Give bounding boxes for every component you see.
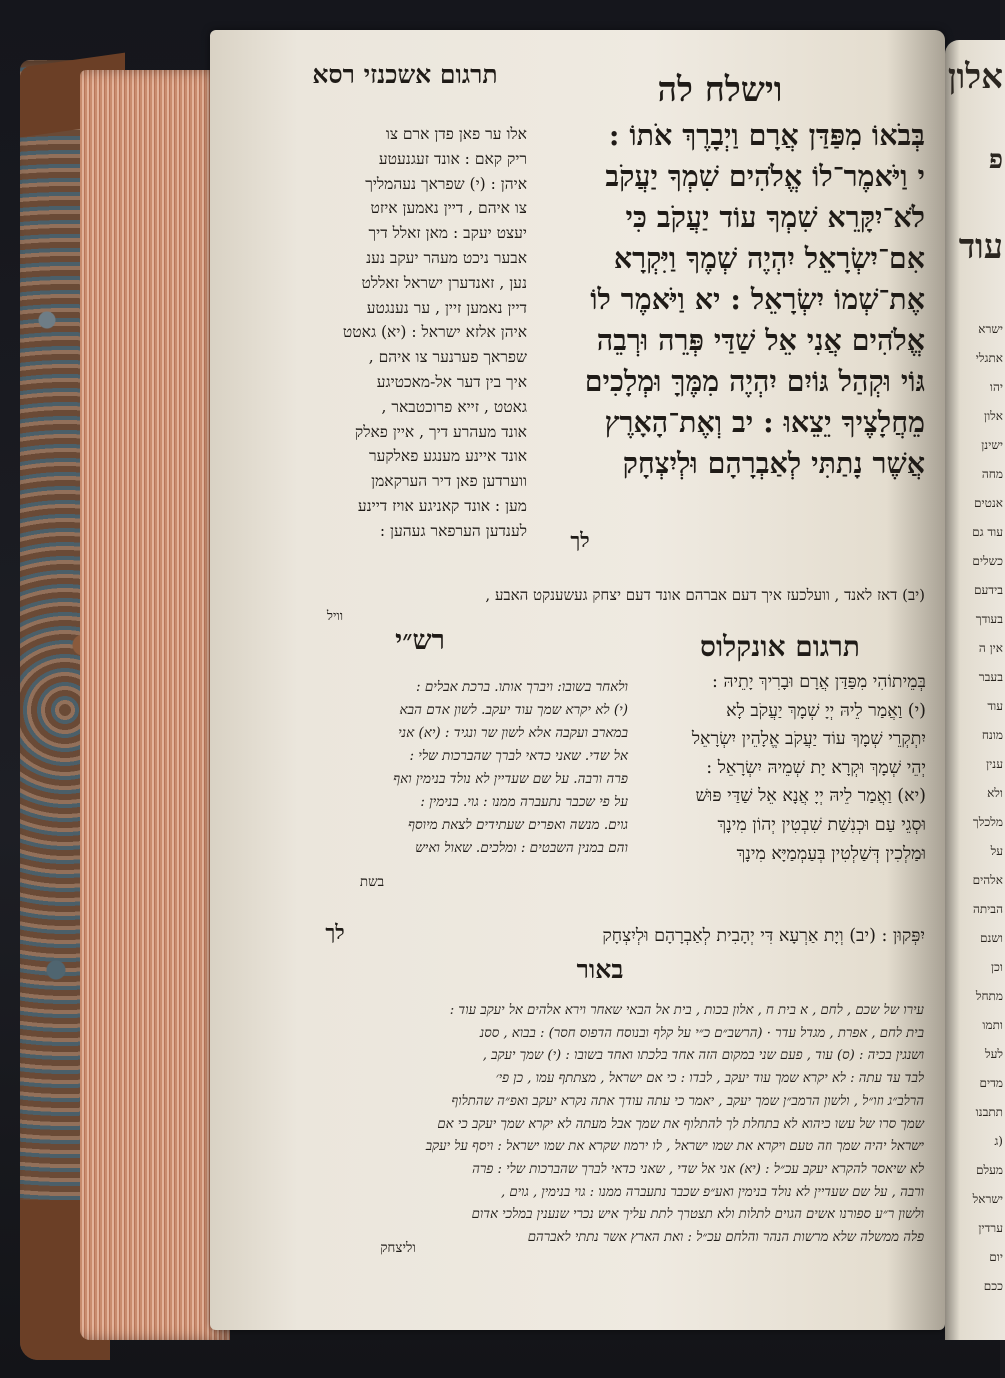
biur-catchword: וליצחק (380, 1240, 416, 1256)
neighbor-fragment: אנטים (974, 496, 1003, 510)
neighbor-fragment: מלכלך (972, 815, 1003, 829)
neighbor-fragment: מדים (979, 1076, 1003, 1090)
text-line: גאטט , זייא פרוכטבאר , (381, 397, 527, 416)
verse-line: אֶת־שְׁמוֹ יִשְׂרָאֵל : יא וַיֹּאמֶר לוֹ (590, 282, 925, 316)
onkelos-heading: תרגום אונקלוס (700, 630, 860, 663)
yiddish-translation-column (282, 122, 527, 544)
neighbor-fragment: תתבנו (975, 1105, 1003, 1119)
text-line: דיין נאמען זיין , ער נענגטע (366, 298, 527, 317)
neighbor-fragment: אלון (984, 409, 1003, 423)
text-line: והם במנין השבטים : ומלכים. שאול ואיש (415, 840, 628, 856)
onkelos-last-line: יִפְּקוּן : (יב) וְיָת אַרְעָא דִּי יְהָבִית לְאַבְרָהָם וּלְיִצְחָק (602, 926, 925, 946)
neighbor-third: עוד (958, 227, 1003, 267)
rashi-catchword: בשת (359, 874, 385, 890)
text-line: פלה ממשלה שלא מרשות הנהר והלחם עכ״ל : ואת הארץ אשר נתתי לאברהם (527, 1230, 924, 1246)
text-line: ורבה , על שם שעדיין לא נולד בנימין ואע״פ שכבר נתעברה ממנו : גוי בנימין , גוים , (500, 1184, 924, 1200)
text-line: צו איהם , דיין נאמען איזט (370, 199, 527, 218)
neighbor-top-word: אלון (947, 57, 1003, 97)
neighbor-fragment: (ג (994, 1134, 1003, 1148)
text-line: וּסְגֵי עַם וּכְנִשַׁת שִׁבְטִין יְהוֹן מִינָךְ (717, 814, 926, 835)
text-line: איהן אלזא ישראל : (יא) גאטט (342, 323, 527, 342)
text-line: נען , זאנדערן ישראל זאללט (361, 273, 527, 292)
text-line: בית לחם , אפרת , מגדל עדר · (הרשב״ם כ״י על קלף ובנוסח הדפוס חסר) : בבוא , ססנ (479, 1025, 924, 1041)
neighbor-fragment: מונח (981, 728, 1003, 742)
text-line: על פי שכבר נתעברה ממנו : גוי. בנימין : (420, 794, 628, 810)
text-line: יִתְקְרֵי שְׁמָךְ עוֹד יַעֲקֹב אֱלָהֵין יִשְׂרָאֵל (691, 729, 926, 750)
neighbor-second: פ (988, 145, 1003, 175)
text-line: לבד עד עתה : לא יקרא שמך עוד יעקב , לבדו : כי אם ישראל , מצתתף עמו , כן פי׳ (495, 1071, 924, 1087)
rashi-heading: רש״י (395, 625, 445, 656)
biur-heading: באור (576, 955, 624, 984)
neighbor-fragment: ישרא (978, 322, 1003, 336)
verse-catchword: לך (570, 528, 590, 552)
neighbor-fragment: ושנם (980, 931, 1003, 945)
neighbor-fragment: על (990, 844, 1003, 858)
text-line: אבער ניכט מעהר יעקב נענ (366, 248, 527, 267)
onkelos-column (636, 668, 926, 868)
running-header-left: תרגום אשכנזי רסא (312, 60, 498, 89)
neighbor-fragment: ככם (983, 1279, 1003, 1293)
yiddish-continuation-line: (יב) דאז לאנד , וועלכעז איך דעם אברהם אונד דעם יצחק געשענקט האבע , (485, 586, 925, 604)
text-line: אונד מעהרע דיך , איין פאלק (354, 422, 527, 441)
text-line: לא שיאסר להקרא יעקב עכ״ל : (יא) אני אל שדי , שאני כדאי לברך שהברכות שלי : פרה (472, 1161, 924, 1177)
verse-line: אִם־יִשְׂרָאֵל יִהְיֶה שְׁמֶךָ וַיִּקְרָא (613, 241, 925, 275)
hebrew-verse-column (533, 115, 925, 484)
verse-line: לֹא־יִקָּרֵא שִׁמְךָ עוֹד יַעֲקֹב כִּי (625, 200, 925, 234)
neighbor-fragment: ולא (987, 786, 1003, 800)
verse-line: גּוֹי וּקְהַל גּוֹיִם יִהְיֶה מִמֶּךָּ וּמְלָכִים (584, 364, 925, 398)
rashi-commentary (280, 676, 628, 860)
text-line: וּמַלְכִין דְּשַׁלְטִין בְּעַמְמַיָּא מִינָךְ (736, 843, 926, 864)
page-edges (80, 70, 230, 1340)
text-line: ריק קאם : אונד זעגנעטע (378, 149, 527, 168)
neighbor-fragment: כשלים (972, 554, 1003, 568)
neighbor-fragment: מעלם (975, 1163, 1003, 1177)
text-line: איך בין דער אל-מאכטיגע (376, 372, 527, 391)
verse-line: י וַיֹּאמֶר־לוֹ אֱלֹהִים שִׁמְךָ יַעֲקֹב (605, 159, 925, 193)
text-line: (י) לא יקרא שמך עוד יעקב. לשון אדם הבא (399, 702, 628, 718)
neighbor-fragment: עוד גם (972, 525, 1003, 539)
text-line: יְהֵי שְׁמָךְ וּקְרָא יָת שְׁמֵיהּ יִשְׂרָאֵל : (706, 757, 926, 778)
neighbor-fragment: מתחל (975, 989, 1003, 1003)
text-line: בְּמֵיתוֹהִי מִפַּדַּן אֲרָם וּבָרִיךְ יָתֵיהּ : (712, 672, 926, 692)
neighbor-fragment: עוד (987, 699, 1003, 713)
text-line: (יא) וַאֲמַר לֵיהּ יְיָ אֲנָא אֵל שַׁדַּי פּוּשׁ (695, 786, 926, 807)
text-line: ולאחר בשובו: ויברך אותו. ברכת אבלים : (416, 679, 628, 695)
text-line: ישראל יהיה שמך וזה טעם ויקרא את שמו ישראל , לו ירמוז שקרא את שמו ישראל : ויסף על יעקב (425, 1139, 924, 1155)
text-line: ולשון ר״ע ספורנו אשים הגוים לתלות ולא תצטרך לתת עליך איש נכרי שנענין במלכי אדום (471, 1207, 924, 1223)
running-header-right: וישלח לה (657, 70, 783, 110)
text-line: ווערדען פאן דיר הערקאמן (371, 472, 527, 491)
text-line: מען : אונד קאניגע אויז דיינע (357, 496, 527, 515)
text-line: במארב ועקבה אלא לשון שר ונגיד : (יא) אני (398, 725, 628, 741)
neighbor-fragment: ערדין (978, 1221, 1003, 1235)
neighbor-fragment: מחה (981, 467, 1003, 481)
text-line: איהן : (י) שפראך נעהמליך (365, 174, 527, 193)
neighbor-fragment: אתגלי (975, 351, 1003, 365)
neighbor-fragment: אין ה (978, 641, 1003, 655)
verse-line: אֱלֹהִים אֲנִי אֵל שַׁדַּי פְּרֵה וּרְבֵה (596, 323, 925, 357)
neighbor-fragment: לעל (984, 1047, 1003, 1061)
neighbor-fragment: ענין (986, 757, 1003, 771)
text-line: אל שדי. שאני כדאי לברך שהברכות שלי : (409, 748, 628, 764)
neighbor-fragment: הביתה (972, 902, 1003, 916)
text-line: לענדען הערפאר געהען : (379, 521, 527, 540)
text-line: ושנגין בכיה : (ס) עוד , פעם שני במקום הזה אחד בלכתו ואחד בשובו : (י) שמך יעקב , (482, 1048, 924, 1064)
neighbor-fragment: ותמו (982, 1018, 1003, 1032)
verse-line: אֲשֶׁר נָתַתִּי לְאַבְרָהָם וּלְיִצְחָק (622, 446, 925, 480)
neighbor-fragment: יהו (989, 380, 1003, 394)
text-line: שפראך פערנער צו איהם , (368, 348, 527, 367)
neighbor-fragment: אלהים (972, 873, 1003, 887)
verse-line: בְּבֹאוֹ מִפַּדַּן אֲרָם וַיְבָרֶךְ אֹתוֹ : (608, 118, 925, 152)
text-line: גוים. מנשה ואפרים שעתידים לצאת מיוסף (407, 817, 628, 833)
continuation-catchword: וויל (326, 609, 344, 624)
neighbor-fragment: בעודך (975, 612, 1003, 626)
text-line: עירו של שכם , לחם , א בית ח , אלון בכות , בית אל הבאי שאחר וירא אלהים אל יעקב עוד : (449, 1003, 924, 1018)
text-line: אלו ער פאן פדן ארם צו (385, 125, 527, 143)
neighbor-fragment: וכן (991, 960, 1003, 974)
text-line: יעצט יעקב : מאן זאלל דיך (368, 224, 527, 243)
text-line: שמך סרו של עשו כיהוא לא בתחלת לך להתלוף את שמך אבל מעתה לא יקרא שמך יעקב כי אם (437, 1116, 924, 1132)
neighbor-fragment: בידעם (974, 583, 1003, 597)
onkelos-catchword: לך (325, 920, 345, 944)
biur-commentary (222, 1000, 924, 1250)
text-line: (י) וַאֲמַר לֵיהּ יְיָ שְׁמָךְ יַעֲקֹב לָא (726, 700, 926, 721)
text-line: הרלב״ג וזו״ל , ולשון הרמב״ן שמך יעקב , יאמר כי עתה עודך אתה נקרא יעקב ואפ״ה שהתלוף (451, 1093, 924, 1109)
neighbor-page (945, 40, 1005, 1340)
text-line: פרה ורבה. על שם שעדיין לא נולד בנימין ואף (393, 771, 628, 787)
neighbor-fragment: בעבר (978, 670, 1003, 684)
neighbor-fragment: יום (989, 1250, 1003, 1264)
verse-line: מֵחֲלָצֶיךָ יֵצֵאוּ : יב וְאֶת־הָאָרֶץ (604, 405, 925, 439)
neighbor-fragment: ישינן (981, 438, 1003, 452)
neighbor-fragment: ישראל (972, 1192, 1003, 1206)
text-line: אונד איינע מענגע פאלקער (368, 447, 527, 466)
